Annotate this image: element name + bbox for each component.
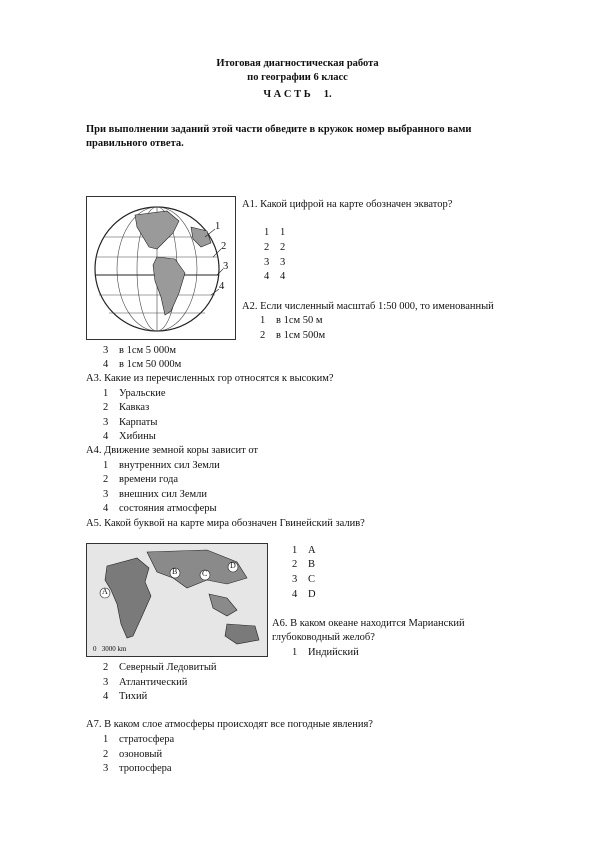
option-number: 3 — [264, 257, 270, 268]
option-number: 3 — [103, 677, 109, 688]
option-number: 2 — [264, 242, 270, 253]
option-number: 2 — [103, 402, 109, 413]
option-number: 4 — [103, 691, 109, 702]
option-text: стратосфера — [119, 734, 175, 745]
option-text: состояния атмосферы — [119, 503, 217, 514]
a4-option-2[interactable] — [103, 474, 178, 485]
globe-map-image — [87, 197, 235, 339]
question-a4: А4. Движение земной коры зависит от — [86, 445, 259, 456]
a6-option-4[interactable] — [103, 691, 147, 702]
option-text: Атлантический — [119, 677, 188, 688]
a2-option-2[interactable] — [260, 330, 325, 341]
option-number: 3 — [103, 489, 109, 500]
a1-option-2[interactable] — [264, 242, 285, 253]
option-number: 2 — [103, 474, 109, 485]
option-text: A — [308, 545, 316, 556]
a7-option-2[interactable] — [103, 749, 162, 760]
option-number: 3 — [103, 763, 109, 774]
option-text: Тихий — [119, 691, 148, 702]
map-label-d: D — [230, 561, 236, 570]
option-text: Уральские — [119, 388, 166, 399]
option-number: 3 — [103, 417, 109, 428]
option-text: Индийский — [308, 647, 359, 658]
option-text: внешних сил Земли — [119, 489, 208, 500]
question-a1: А1. Какой цифрой на карте обозначен экватор? — [242, 199, 453, 210]
option-number: 4 — [103, 431, 109, 442]
a1-option-1[interactable] — [264, 227, 285, 238]
option-text: в 1см 50 м — [276, 315, 323, 326]
a1-option-3[interactable] — [264, 257, 285, 268]
a4-option-1[interactable] — [103, 460, 220, 471]
globe-label-2: 2 — [221, 241, 227, 252]
option-number: 4 — [103, 503, 109, 514]
option-number: 3 — [292, 574, 298, 585]
a3-option-3[interactable] — [103, 417, 157, 428]
header-part-title: Ч А С Т Ь 1. — [263, 89, 332, 100]
option-number: 1 — [292, 647, 298, 658]
option-text: D — [308, 589, 316, 600]
question-a5: А5. Какой буквой на карте мира обозначен Гвинейский залив? — [86, 518, 365, 529]
option-number: 1 — [260, 315, 266, 326]
question-a6-line-1: А6. В каком океане находится Марианский — [272, 618, 465, 629]
globe-map-figure — [86, 196, 236, 340]
option-number: 2 — [103, 662, 109, 673]
option-number: 3 — [103, 345, 109, 356]
option-number: 1 — [103, 460, 109, 471]
question-a7: А7. В каком слое атмосферы происходят все погодные явления? — [86, 719, 373, 730]
a5-option-3[interactable] — [292, 574, 315, 585]
option-text: 4 — [280, 271, 286, 282]
a7-option-3[interactable] — [103, 763, 172, 774]
map-label-a: A — [102, 587, 108, 596]
header-line-1: Итоговая диагностическая работа — [216, 58, 379, 69]
globe-label-3: 3 — [223, 261, 229, 272]
a2-option-1[interactable] — [260, 315, 323, 326]
a6-option-1[interactable] — [292, 647, 359, 658]
a6-option-3[interactable] — [103, 677, 187, 688]
option-number: 4 — [264, 271, 270, 282]
map-label-b: B — [172, 567, 178, 576]
a3-option-1[interactable] — [103, 388, 166, 399]
option-text: 2 — [280, 242, 286, 253]
option-text: тропосфера — [119, 763, 172, 774]
option-number: 4 — [103, 359, 109, 370]
option-number: 4 — [292, 589, 298, 600]
option-text: 3 — [280, 257, 286, 268]
a6-option-2[interactable] — [103, 662, 217, 673]
globe-label-1: 1 — [215, 221, 221, 232]
instruction-line-1: При выполнении заданий этой части обведите в кружок номер выбранного вами — [86, 124, 472, 135]
option-number: 1 — [103, 388, 109, 399]
a5-option-1[interactable] — [292, 545, 316, 556]
option-number: 2 — [103, 749, 109, 760]
option-number: 2 — [260, 330, 266, 341]
a5-option-4[interactable] — [292, 589, 316, 600]
question-a3: А3. Какие из перечисленных гор относятся к высоким? — [86, 373, 334, 384]
option-text: Кавказ — [119, 402, 150, 413]
map-label-c: C — [202, 569, 208, 578]
option-text: в 1см 50 000м — [119, 359, 182, 370]
option-number: 1 — [292, 545, 298, 556]
a3-option-4[interactable] — [103, 431, 156, 442]
option-number: 1 — [103, 734, 109, 745]
option-number: 1 — [264, 227, 270, 238]
a7-option-1[interactable] — [103, 734, 174, 745]
option-text: C — [308, 574, 316, 585]
option-text: в 1см 5 000м — [119, 345, 177, 356]
world-map-image — [87, 544, 267, 656]
a2-option-3[interactable] — [103, 345, 176, 356]
a3-option-2[interactable] — [103, 402, 149, 413]
option-text: в 1см 500м — [276, 330, 326, 341]
map-scale: 0 3000 km — [93, 645, 127, 653]
option-text: Хибины — [119, 431, 156, 442]
option-text: озоновый — [119, 749, 163, 760]
header-line-2: по географии 6 класс — [247, 72, 348, 83]
option-text: 1 — [280, 227, 286, 238]
option-text: времени года — [119, 474, 179, 485]
a2-option-4[interactable] — [103, 359, 181, 370]
option-text: Северный Ледовитый — [119, 662, 217, 673]
world-map-figure — [86, 543, 268, 657]
option-text: B — [308, 559, 316, 570]
question-a2: А2. Если численный масштаб 1:50 000, то именованный — [242, 301, 494, 312]
globe-label-4: 4 — [219, 281, 225, 292]
a1-option-4[interactable] — [264, 271, 285, 282]
instruction-line-2: правильного ответа. — [86, 138, 184, 149]
option-text: внутренних сил Земли — [119, 460, 220, 471]
a4-option-4[interactable] — [103, 503, 217, 514]
a4-option-3[interactable] — [103, 489, 207, 500]
option-number: 2 — [292, 559, 298, 570]
question-a6-line-2: глубоководный желоб? — [272, 632, 375, 643]
option-text: Карпаты — [119, 417, 158, 428]
a5-option-2[interactable] — [292, 559, 315, 570]
